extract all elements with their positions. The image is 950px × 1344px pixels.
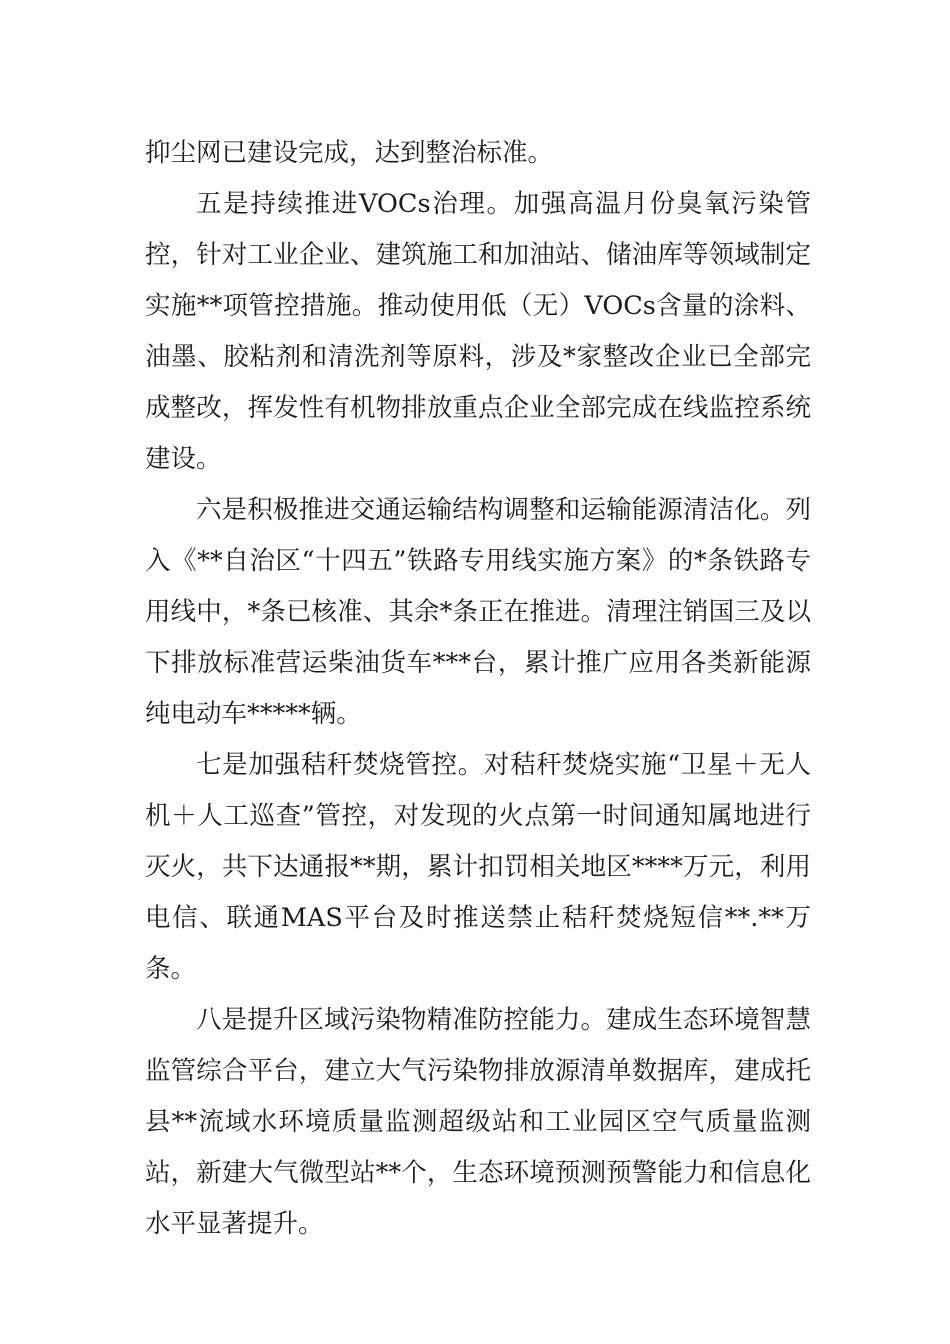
paragraph-straw-burning: 七是加强秸秆焚烧管控。对秸秆焚烧实施“卫星＋无人机＋人工巡查”管控，对发现的火点第一时间通知属地进行灭火，共下达通报**期，累计扣罚相关地区****万元，利用电信、联通MAS平台及时推送禁止秸秆焚烧短信**.**万条。 [145, 750, 811, 984]
paragraph-transport-structure: 六是积极推进交通运输结构调整和运输能源清洁化。列入《**自治区“十四五”铁路专用线实施方案》的*条铁路专用线中，*条已核准、其余*条正在推进。清理注销国三及以下排放标准营运柴油货车***台，累计推广应用各类新能源纯电动车*****辆。 [145, 495, 811, 729]
paragraph-vocs-treatment: 五是持续推进VOCs治理。加强高温月份臭氧污染管控，针对工业企业、建筑施工和加油站、储油库等领域制定实施**项管控措施。推动使用低（无）VOCs含量的涂料、油墨、胶粘剂和清洗剂等原料，涉及*家整改企业已全部完成整改，挥发性有机物排放重点企业全部完成在线监控系统建设。 [145, 189, 811, 474]
paragraph-continuation: 抑尘网已建设完成，达到整治标准。 [145, 138, 554, 168]
document-body [145, 128, 811, 1250]
paragraph-pollution-prevention: 八是提升区域污染物精准防控能力。建成生态环境智慧监管综合平台，建立大气污染物排放源清单数据库，建成托县**流域水环境质量监测超级站和工业园区空气质量监测站，新建大气微型站**个，生态环境预测预警能力和信息化水平显著提升。 [145, 1005, 811, 1239]
